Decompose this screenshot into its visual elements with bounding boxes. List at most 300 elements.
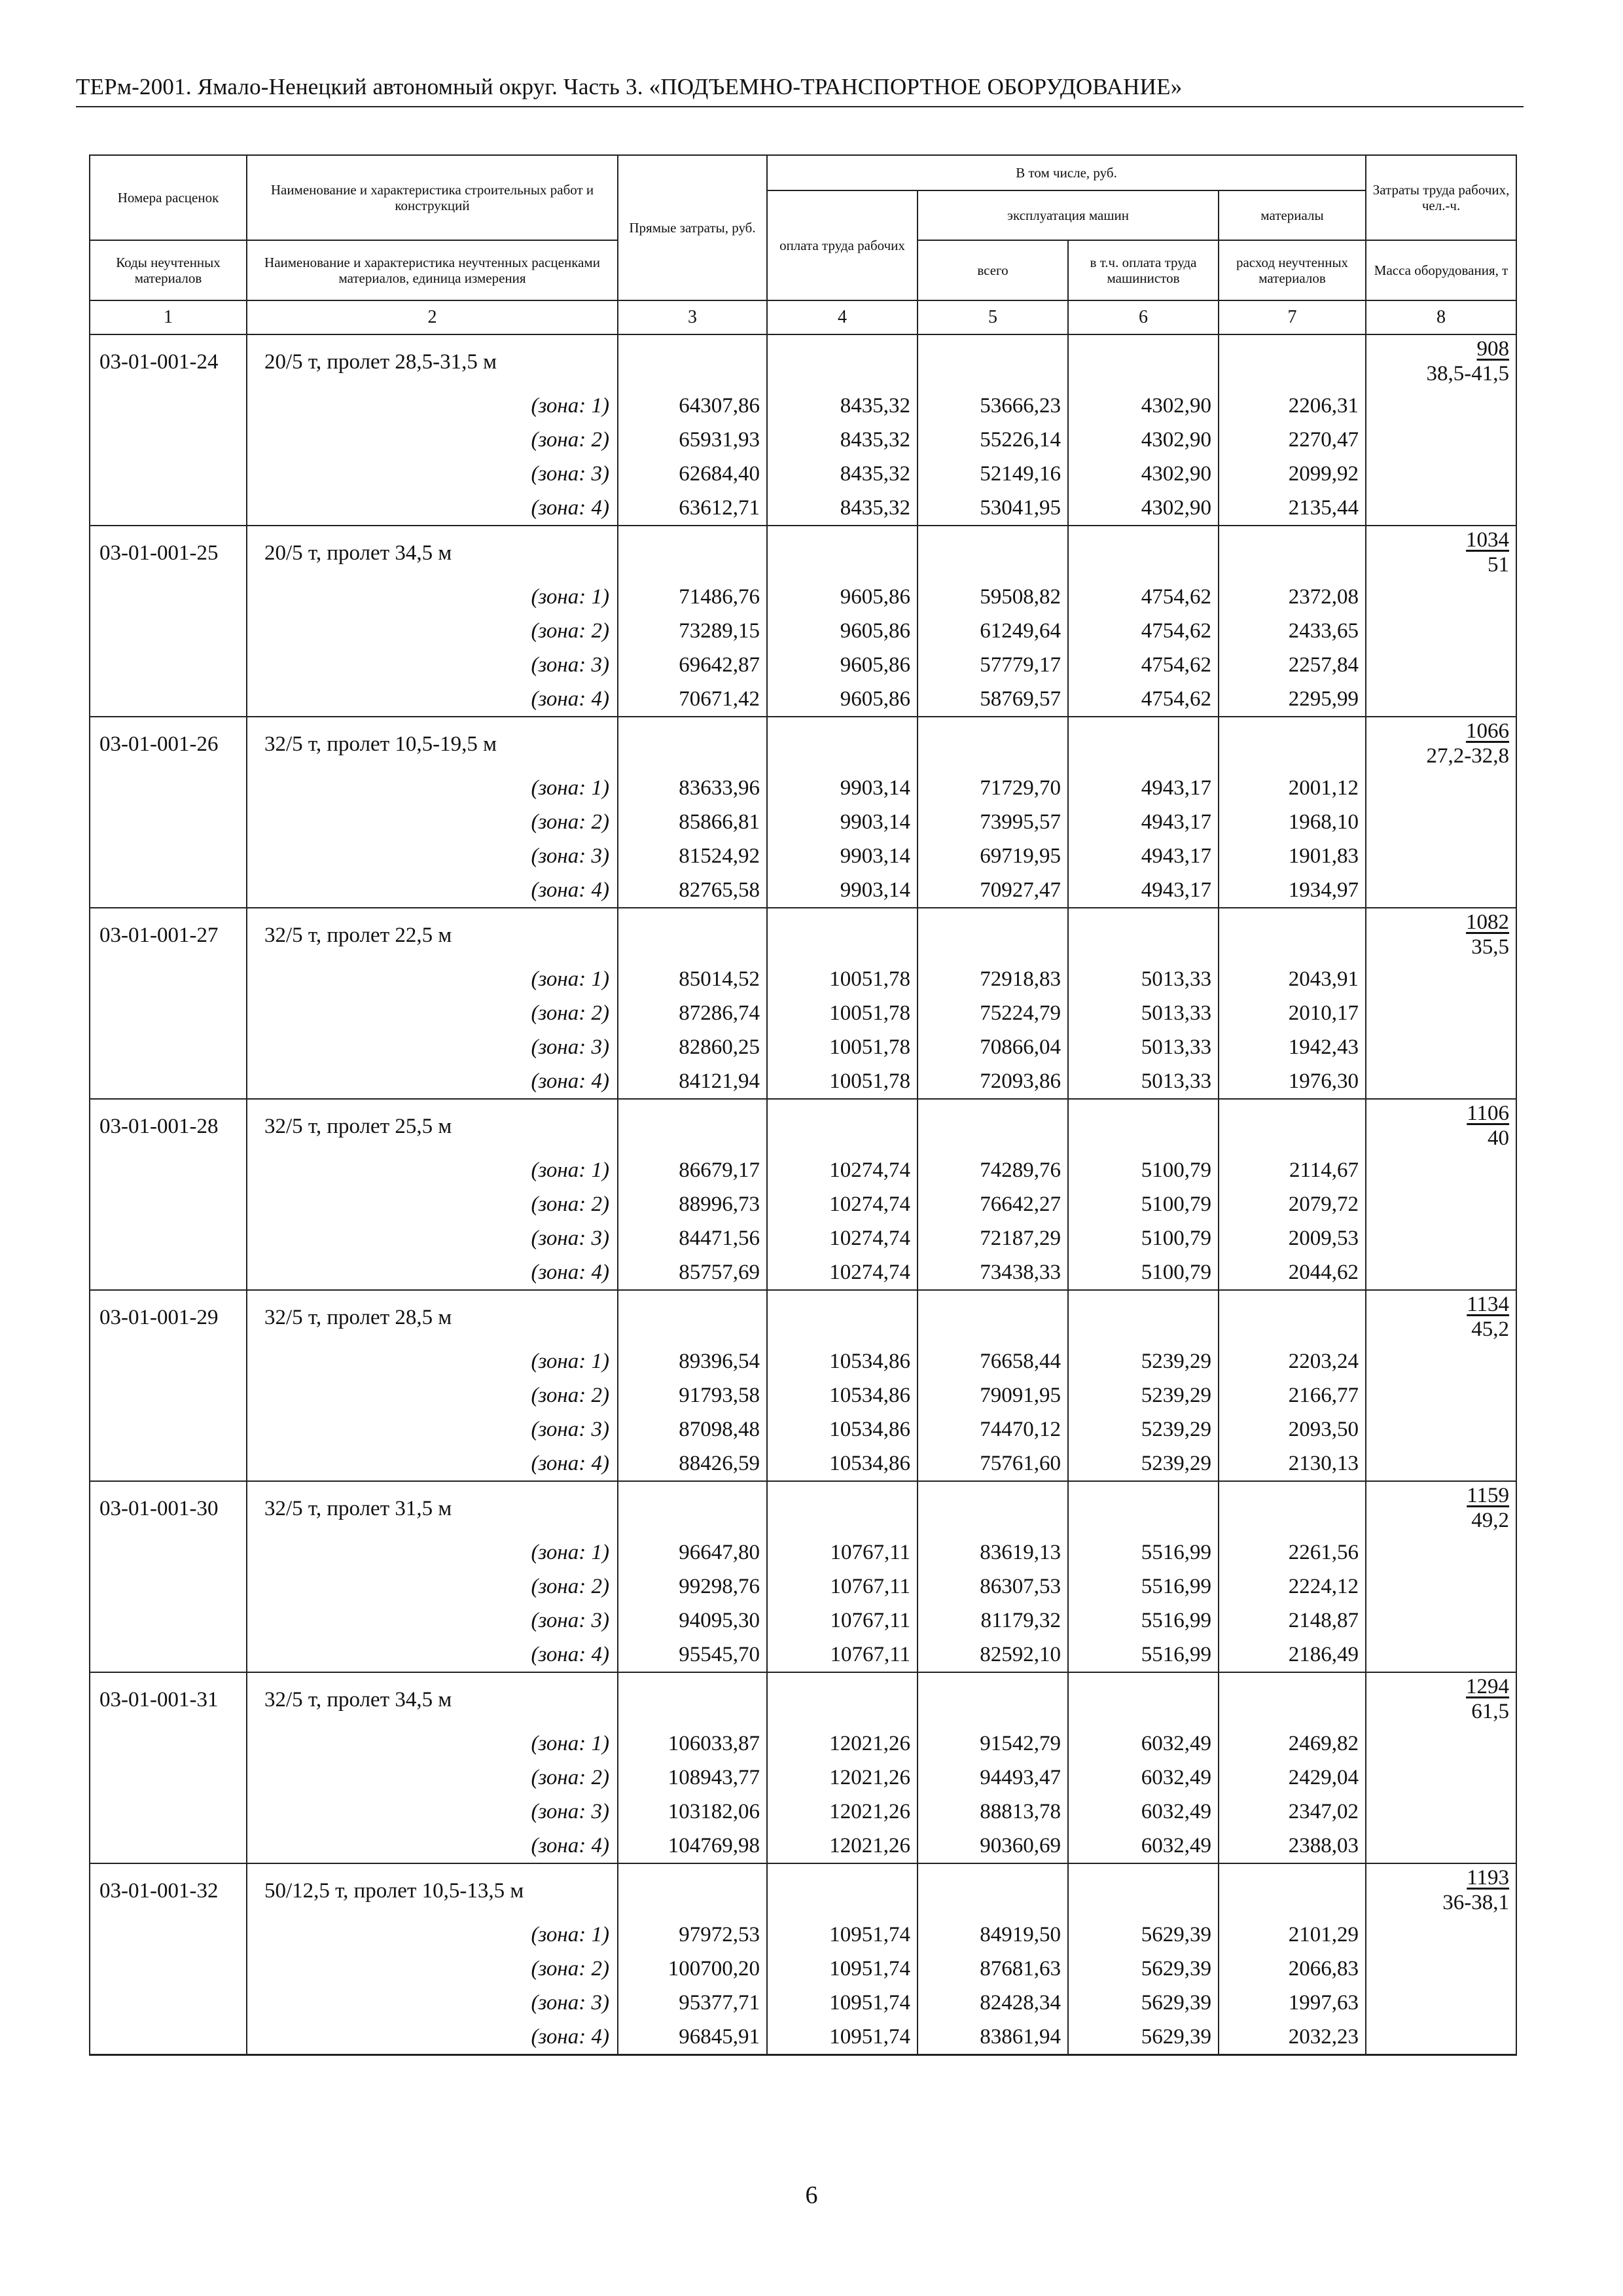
labor-cost-value: 1159 [1467, 1484, 1510, 1507]
empty-cell [1366, 962, 1516, 996]
worker-pay-value: 9903,14 [767, 771, 918, 805]
empty-cell [1366, 839, 1516, 873]
zone-label: (зона: 3) [247, 1030, 618, 1064]
labor-cost-value: 1193 [1467, 1866, 1510, 1890]
worker-pay-value: 10534,86 [767, 1446, 918, 1481]
empty-cell [1366, 1535, 1516, 1570]
zone-row [90, 457, 1516, 491]
empty-cell [1068, 717, 1219, 771]
empty-cell [90, 1153, 247, 1187]
rate-name: 20/5 т, пролет 34,5 м [247, 526, 618, 580]
col-header-worker-pay: оплата труда рабочих [767, 190, 918, 300]
materials-value: 2186,49 [1219, 1638, 1366, 1672]
labor-mass-cell [1366, 908, 1516, 962]
empty-cell [90, 839, 247, 873]
worker-pay-value: 10951,74 [767, 1918, 918, 1952]
direct-costs-value: 97972,53 [618, 1918, 767, 1952]
zone-label: (зона: 2) [247, 614, 618, 648]
empty-cell [90, 996, 247, 1030]
direct-costs-value: 89396,54 [618, 1344, 767, 1378]
empty-cell [1366, 1727, 1516, 1761]
labor-mass-cell [1366, 1672, 1516, 1727]
rate-code: 03-01-001-26 [90, 717, 247, 771]
column-number: 3 [618, 300, 767, 334]
zone-label: (зона: 2) [247, 1378, 618, 1412]
machine-total-value: 73438,33 [918, 1255, 1068, 1290]
zone-row [90, 1986, 1516, 2020]
operator-pay-value: 4754,62 [1068, 614, 1219, 648]
empty-cell [1068, 1481, 1219, 1535]
operator-pay-value: 5100,79 [1068, 1221, 1219, 1255]
empty-cell [1219, 1672, 1366, 1727]
empty-cell [90, 457, 247, 491]
empty-cell [1366, 1761, 1516, 1795]
empty-cell [1219, 334, 1366, 389]
operator-pay-value: 6032,49 [1068, 1761, 1219, 1795]
rate-code: 03-01-001-24 [90, 334, 247, 389]
direct-costs-value: 65931,93 [618, 423, 767, 457]
zone-row [90, 1604, 1516, 1638]
machine-total-value: 70866,04 [918, 1030, 1068, 1064]
operator-pay-value: 4754,62 [1068, 682, 1219, 717]
worker-pay-value: 10534,86 [767, 1344, 918, 1378]
zone-row [90, 962, 1516, 996]
operator-pay-value: 5013,33 [1068, 1030, 1219, 1064]
worker-pay-value: 9605,86 [767, 648, 918, 682]
materials-value: 2066,83 [1219, 1952, 1366, 1986]
rate-row [90, 1290, 1516, 1344]
direct-costs-value: 64307,86 [618, 389, 767, 423]
worker-pay-value: 10767,11 [767, 1638, 918, 1672]
worker-pay-value: 10951,74 [767, 1986, 918, 2020]
rate-row [90, 908, 1516, 962]
rate-name: 32/5 т, пролет 31,5 м [247, 1481, 618, 1535]
rate-name: 32/5 т, пролет 28,5 м [247, 1290, 618, 1344]
zone-label: (зона: 1) [247, 389, 618, 423]
zone-label: (зона: 4) [247, 682, 618, 717]
rate-name: 32/5 т, пролет 25,5 м [247, 1099, 618, 1153]
worker-pay-value: 8435,32 [767, 457, 918, 491]
materials-value: 2135,44 [1219, 491, 1366, 526]
machine-total-value: 69719,95 [918, 839, 1068, 873]
rate-code: 03-01-001-32 [90, 1863, 247, 1918]
col-header-machine-operation: эксплуатация машин [918, 190, 1219, 240]
materials-value: 2261,56 [1219, 1535, 1366, 1570]
rate-name: 32/5 т, пролет 10,5-19,5 м [247, 717, 618, 771]
empty-cell [90, 1535, 247, 1570]
operator-pay-value: 4754,62 [1068, 580, 1219, 614]
empty-cell [1366, 1795, 1516, 1829]
direct-costs-value: 86679,17 [618, 1153, 767, 1187]
rate-name: 32/5 т, пролет 34,5 м [247, 1672, 618, 1727]
materials-value: 2203,24 [1219, 1344, 1366, 1378]
direct-costs-value: 103182,06 [618, 1795, 767, 1829]
empty-cell [1366, 1344, 1516, 1378]
direct-costs-value: 70671,42 [618, 682, 767, 717]
machine-total-value: 53666,23 [918, 389, 1068, 423]
equipment-mass-value: 49,2 [1471, 1509, 1510, 1532]
rates-body [90, 334, 1516, 2055]
empty-cell [767, 1672, 918, 1727]
materials-value: 2372,08 [1219, 580, 1366, 614]
empty-cell [90, 491, 247, 526]
empty-cell [90, 1412, 247, 1446]
empty-cell [90, 1255, 247, 1290]
materials-value: 2257,84 [1219, 648, 1366, 682]
materials-value: 2270,47 [1219, 423, 1366, 457]
worker-pay-value: 10274,74 [767, 1255, 918, 1290]
operator-pay-value: 5100,79 [1068, 1187, 1219, 1221]
machine-total-value: 76658,44 [918, 1344, 1068, 1378]
machine-total-value: 81179,32 [918, 1604, 1068, 1638]
materials-value: 2166,77 [1219, 1378, 1366, 1412]
machine-total-value: 88813,78 [918, 1795, 1068, 1829]
direct-costs-value: 87286,74 [618, 996, 767, 1030]
machine-total-value: 94493,47 [918, 1761, 1068, 1795]
empty-cell [767, 908, 918, 962]
empty-cell [90, 1986, 247, 2020]
empty-cell [767, 1290, 918, 1344]
empty-cell [90, 873, 247, 908]
rate-code: 03-01-001-27 [90, 908, 247, 962]
materials-value: 2130,13 [1219, 1446, 1366, 1481]
rate-code: 03-01-001-29 [90, 1290, 247, 1344]
worker-pay-value: 9605,86 [767, 682, 918, 717]
zone-row [90, 423, 1516, 457]
rate-code: 03-01-001-31 [90, 1672, 247, 1727]
materials-value: 2043,91 [1219, 962, 1366, 996]
col-header-unaccounted-materials: расход неучтенных материалов [1219, 240, 1366, 300]
direct-costs-value: 85866,81 [618, 805, 767, 839]
running-header: ТЕРм-2001. Ямало-Ненецкий автономный округ. Часть 3. «ПОДЪЕМНО-ТРАНСПОРТНОЕ ОБОРУДОВАНИЕ» [76, 71, 1524, 107]
rate-name: 20/5 т, пролет 28,5-31,5 м [247, 334, 618, 389]
rate-code: 03-01-001-28 [90, 1099, 247, 1153]
machine-total-value: 57779,17 [918, 648, 1068, 682]
rate-row [90, 1099, 1516, 1153]
zone-row [90, 1378, 1516, 1412]
worker-pay-value: 9903,14 [767, 805, 918, 839]
operator-pay-value: 5629,39 [1068, 1918, 1219, 1952]
zone-label: (зона: 1) [247, 1344, 618, 1378]
materials-value: 1968,10 [1219, 805, 1366, 839]
worker-pay-value: 10951,74 [767, 1952, 918, 1986]
materials-value: 2079,72 [1219, 1187, 1366, 1221]
zone-row [90, 873, 1516, 908]
empty-cell [90, 771, 247, 805]
empty-cell [1366, 1829, 1516, 1863]
col-header-operator-pay: в т.ч. оплата труда машинистов [1068, 240, 1219, 300]
zone-label: (зона: 3) [247, 648, 618, 682]
worker-pay-value: 8435,32 [767, 491, 918, 526]
zone-label: (зона: 4) [247, 1064, 618, 1099]
zone-label: (зона: 3) [247, 839, 618, 873]
equipment-mass-value: 51 [1488, 553, 1510, 577]
materials-value: 2429,04 [1219, 1761, 1366, 1795]
labor-cost-value: 908 [1476, 337, 1510, 361]
empty-cell [90, 962, 247, 996]
machine-total-value: 70927,47 [918, 873, 1068, 908]
zone-row [90, 1153, 1516, 1187]
zone-label: (зона: 1) [247, 771, 618, 805]
col-header-materials: материалы [1219, 190, 1366, 240]
zone-label: (зона: 1) [247, 962, 618, 996]
direct-costs-value: 84471,56 [618, 1221, 767, 1255]
machine-total-value: 71729,70 [918, 771, 1068, 805]
zone-row [90, 1727, 1516, 1761]
zone-row [90, 805, 1516, 839]
empty-cell [1366, 423, 1516, 457]
empty-cell [90, 1446, 247, 1481]
zone-row [90, 839, 1516, 873]
materials-value: 2114,67 [1219, 1153, 1366, 1187]
worker-pay-value: 10051,78 [767, 1030, 918, 1064]
operator-pay-value: 4302,90 [1068, 423, 1219, 457]
rate-row [90, 526, 1516, 580]
equipment-mass-value: 61,5 [1471, 1700, 1510, 1723]
empty-cell [90, 614, 247, 648]
machine-total-value: 52149,16 [918, 457, 1068, 491]
equipment-mass-value: 40 [1488, 1126, 1510, 1150]
empty-cell [618, 908, 767, 962]
direct-costs-value: 94095,30 [618, 1604, 767, 1638]
materials-value: 2101,29 [1219, 1918, 1366, 1952]
operator-pay-value: 5516,99 [1068, 1570, 1219, 1604]
col-header-material-names: Наименование и характеристика неучтенных расценками материалов, единица измерения [247, 240, 618, 300]
empty-cell [1219, 1481, 1366, 1535]
operator-pay-value: 5516,99 [1068, 1535, 1219, 1570]
equipment-mass-value: 36-38,1 [1442, 1891, 1510, 1914]
empty-cell [90, 1761, 247, 1795]
direct-costs-value: 83633,96 [618, 771, 767, 805]
operator-pay-value: 5239,29 [1068, 1344, 1219, 1378]
machine-total-value: 72093,86 [918, 1064, 1068, 1099]
labor-cost-value: 1066 [1466, 719, 1510, 743]
equipment-mass-value: 45,2 [1471, 1318, 1510, 1341]
zone-label: (зона: 1) [247, 1918, 618, 1952]
zone-label: (зона: 2) [247, 1187, 618, 1221]
column-number: 8 [1366, 300, 1516, 334]
machine-total-value: 74470,12 [918, 1412, 1068, 1446]
materials-value: 2388,03 [1219, 1829, 1366, 1863]
direct-costs-value: 87098,48 [618, 1412, 767, 1446]
empty-cell [918, 1290, 1068, 1344]
machine-total-value: 59508,82 [918, 580, 1068, 614]
zone-row [90, 1446, 1516, 1481]
materials-value: 2224,12 [1219, 1570, 1366, 1604]
machine-total-value: 75224,79 [918, 996, 1068, 1030]
worker-pay-value: 10274,74 [767, 1153, 918, 1187]
worker-pay-value: 9903,14 [767, 839, 918, 873]
empty-cell [1219, 1863, 1366, 1918]
operator-pay-value: 5629,39 [1068, 1986, 1219, 2020]
zone-row [90, 1030, 1516, 1064]
zone-label: (зона: 4) [247, 873, 618, 908]
machine-total-value: 74289,76 [918, 1153, 1068, 1187]
empty-cell [90, 1638, 247, 1672]
column-number: 4 [767, 300, 918, 334]
operator-pay-value: 4943,17 [1068, 805, 1219, 839]
col-header-material-codes: Коды неучтенных материалов [90, 240, 247, 300]
worker-pay-value: 10767,11 [767, 1535, 918, 1570]
column-number: 5 [918, 300, 1068, 334]
empty-cell [767, 334, 918, 389]
empty-cell [767, 717, 918, 771]
empty-cell [618, 1672, 767, 1727]
empty-cell [918, 908, 1068, 962]
worker-pay-value: 12021,26 [767, 1795, 918, 1829]
zone-row [90, 1221, 1516, 1255]
empty-cell [1366, 805, 1516, 839]
zone-label: (зона: 1) [247, 1535, 618, 1570]
empty-cell [618, 1481, 767, 1535]
empty-cell [90, 682, 247, 717]
col-header-direct-costs: Прямые затраты, руб. [618, 155, 767, 300]
empty-cell [90, 389, 247, 423]
empty-cell [1366, 2020, 1516, 2055]
operator-pay-value: 5239,29 [1068, 1378, 1219, 1412]
empty-cell [1366, 1952, 1516, 1986]
zone-row [90, 1795, 1516, 1829]
empty-cell [1366, 1570, 1516, 1604]
empty-cell [1366, 491, 1516, 526]
materials-value: 2433,65 [1219, 614, 1366, 648]
labor-mass-cell [1366, 1863, 1516, 1918]
operator-pay-value: 5100,79 [1068, 1153, 1219, 1187]
zone-row [90, 1187, 1516, 1221]
page-number: 6 [805, 2181, 818, 2209]
machine-total-value: 87681,63 [918, 1952, 1068, 1986]
operator-pay-value: 5239,29 [1068, 1446, 1219, 1481]
empty-cell [618, 526, 767, 580]
empty-cell [918, 526, 1068, 580]
zone-label: (зона: 2) [247, 1952, 618, 1986]
direct-costs-value: 99298,76 [618, 1570, 767, 1604]
machine-total-value: 82428,34 [918, 1986, 1068, 2020]
operator-pay-value: 4302,90 [1068, 491, 1219, 526]
zone-row [90, 2020, 1516, 2055]
operator-pay-value: 4943,17 [1068, 771, 1219, 805]
empty-cell [90, 1344, 247, 1378]
empty-cell [90, 1918, 247, 1952]
zone-row [90, 771, 1516, 805]
empty-cell [1068, 1290, 1219, 1344]
empty-cell [90, 1221, 247, 1255]
operator-pay-value: 6032,49 [1068, 1795, 1219, 1829]
operator-pay-value: 6032,49 [1068, 1829, 1219, 1863]
machine-total-value: 61249,64 [918, 614, 1068, 648]
equipment-mass-value: 38,5-41,5 [1426, 362, 1510, 386]
zone-row [90, 1064, 1516, 1099]
empty-cell [1366, 1187, 1516, 1221]
worker-pay-value: 10767,11 [767, 1604, 918, 1638]
zone-label: (зона: 2) [247, 996, 618, 1030]
zone-row [90, 1638, 1516, 1672]
machine-total-value: 73995,57 [918, 805, 1068, 839]
empty-cell [90, 1829, 247, 1863]
empty-cell [1366, 1378, 1516, 1412]
materials-value: 2295,99 [1219, 682, 1366, 717]
worker-pay-value: 10051,78 [767, 996, 918, 1030]
zone-row [90, 1952, 1516, 1986]
empty-cell [1366, 1604, 1516, 1638]
worker-pay-value: 10051,78 [767, 1064, 918, 1099]
machine-total-value: 84919,50 [918, 1918, 1068, 1952]
empty-cell [1068, 334, 1219, 389]
direct-costs-value: 91793,58 [618, 1378, 767, 1412]
zone-row [90, 648, 1516, 682]
empty-cell [90, 1727, 247, 1761]
labor-cost-value: 1034 [1466, 528, 1510, 552]
materials-value: 2206,31 [1219, 389, 1366, 423]
worker-pay-value: 10534,86 [767, 1412, 918, 1446]
empty-cell [1366, 1446, 1516, 1481]
materials-value: 2032,23 [1219, 2020, 1366, 2055]
operator-pay-value: 5239,29 [1068, 1412, 1219, 1446]
operator-pay-value: 5013,33 [1068, 1064, 1219, 1099]
zone-row [90, 1535, 1516, 1570]
rate-name: 32/5 т, пролет 22,5 м [247, 908, 618, 962]
worker-pay-value: 9605,86 [767, 614, 918, 648]
empty-cell [1366, 873, 1516, 908]
zone-label: (зона: 1) [247, 1153, 618, 1187]
col-header-rate-numbers: Номера расценок [90, 155, 247, 240]
zone-row [90, 996, 1516, 1030]
empty-cell [767, 526, 918, 580]
operator-pay-value: 5516,99 [1068, 1604, 1219, 1638]
direct-costs-value: 95377,71 [618, 1986, 767, 2020]
machine-total-value: 90360,69 [918, 1829, 1068, 1863]
direct-costs-value: 73289,15 [618, 614, 767, 648]
zone-row [90, 1255, 1516, 1290]
column-number: 1 [90, 300, 247, 334]
zone-row [90, 1761, 1516, 1795]
labor-mass-cell [1366, 717, 1516, 771]
direct-costs-value: 95545,70 [618, 1638, 767, 1672]
worker-pay-value: 9605,86 [767, 580, 918, 614]
machine-total-value: 53041,95 [918, 491, 1068, 526]
empty-cell [90, 805, 247, 839]
worker-pay-value: 10274,74 [767, 1221, 918, 1255]
direct-costs-value: 81524,92 [618, 839, 767, 873]
direct-costs-value: 63612,71 [618, 491, 767, 526]
zone-label: (зона: 2) [247, 1761, 618, 1795]
empty-cell [1366, 457, 1516, 491]
empty-cell [90, 1378, 247, 1412]
zone-label: (зона: 4) [247, 2020, 618, 2055]
col-header-work-name: Наименование и характеристика строительных работ и конструкций [247, 155, 618, 240]
empty-cell [1366, 1221, 1516, 1255]
zone-row [90, 1412, 1516, 1446]
direct-costs-value: 96647,80 [618, 1535, 767, 1570]
empty-cell [90, 2020, 247, 2055]
worker-pay-value: 10534,86 [767, 1378, 918, 1412]
zone-row [90, 682, 1516, 717]
empty-cell [90, 1795, 247, 1829]
operator-pay-value: 5516,99 [1068, 1638, 1219, 1672]
direct-costs-value: 108943,77 [618, 1761, 767, 1795]
labor-mass-cell [1366, 1481, 1516, 1535]
zone-label: (зона: 1) [247, 1727, 618, 1761]
equipment-mass-value: 27,2-32,8 [1426, 744, 1510, 768]
empty-cell [618, 717, 767, 771]
zone-row [90, 614, 1516, 648]
empty-cell [1219, 717, 1366, 771]
machine-total-value: 72918,83 [918, 962, 1068, 996]
empty-cell [90, 1064, 247, 1099]
empty-cell [90, 1187, 247, 1221]
operator-pay-value: 5013,33 [1068, 962, 1219, 996]
zone-label: (зона: 2) [247, 1570, 618, 1604]
